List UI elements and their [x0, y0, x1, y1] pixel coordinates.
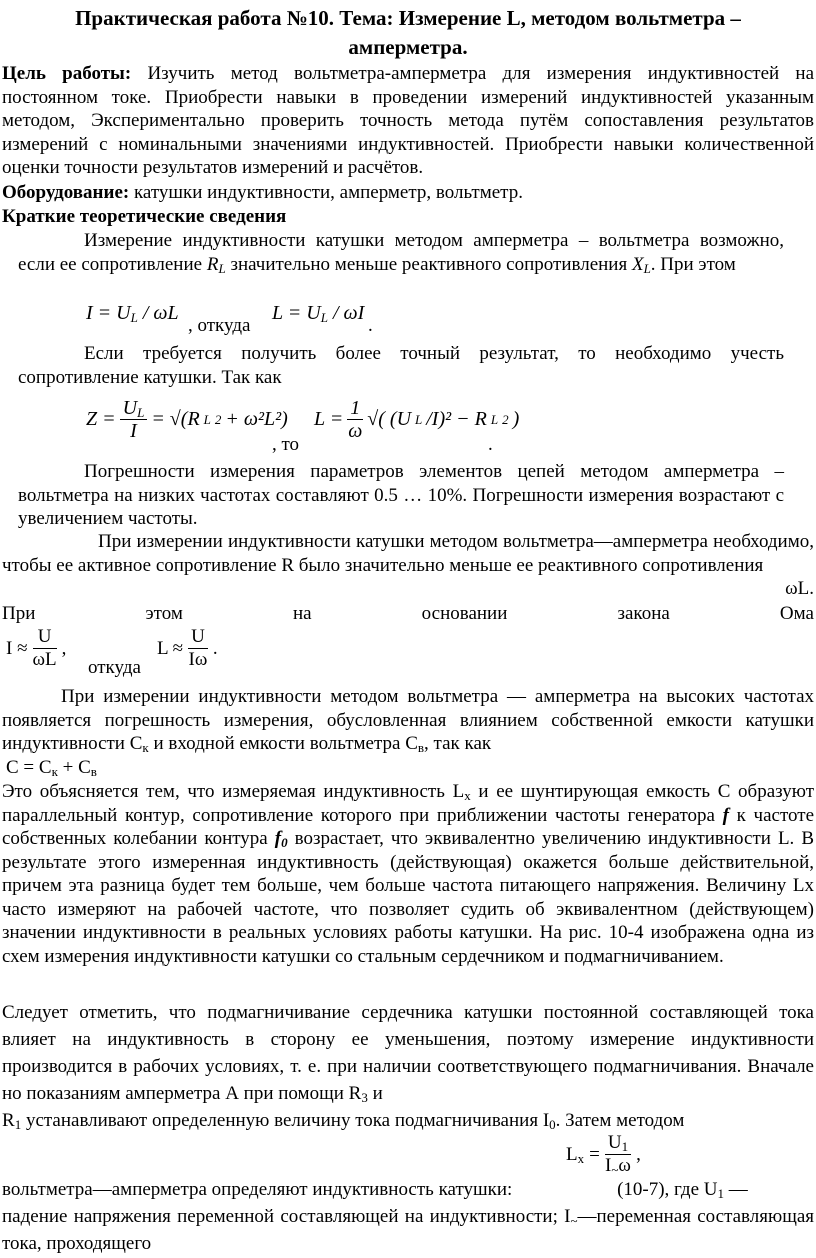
formula-current: $I = U_L / \omega L$: [86, 302, 179, 325]
tilde-sub: ~: [570, 1213, 578, 1228]
p6-text-2: —: [728, 1179, 748, 1200]
p6-text-1: вольтметра—амперметра определяют индуктивность катушки:: [2, 1179, 513, 1200]
r1-symbol: R: [2, 1110, 15, 1131]
r3-sub: 3: [361, 1090, 368, 1105]
paragraph-5b: [0, 1107, 816, 1134]
paragraph-3-mid: и входной емкости вольтметра: [153, 733, 401, 754]
paragraph-5: [0, 999, 816, 1107]
paragraph-7: [0, 1203, 816, 1257]
formula2-end-dot: .: [488, 434, 493, 455]
p4-text-4: возрастает, что эквивалентно увеличению индуктивности L. В результате этого измеренная индуктивность (действующая) окажется больше действительной, причем эта разница будет тем больше, чем больше частота питающего напряжения. Величину Lx часто измеряют на рабочей частоте, что позволяет судить об эквивалентном (действующем) значении индуктивности в реальных условиях работы катушки. На рис. 10-4 изображена одна из схем измерения индуктивности катушки со стальным сердечником и подмагничиванием.: [2, 828, 815, 967]
paragraph-6: [0, 1176, 816, 1203]
word-1: При: [2, 603, 36, 624]
formula-ohm-inductance: L ≈ $\frac{U}{I\omega}$ .: [157, 626, 218, 670]
formula-end-dot: .: [368, 315, 373, 336]
paragraph-4: [0, 780, 816, 968]
ohm-law-line: [0, 602, 816, 626]
paragraph-3-tail: , так как: [424, 733, 492, 754]
p7-text-1: падение напряжения переменной составляющей на индуктивности; I: [2, 1206, 571, 1227]
cv-symbol: $С_в$: [405, 733, 425, 755]
rl-symbol: $R_L$: [206, 253, 226, 276]
formula-otkuda: , откуда: [188, 315, 251, 336]
lx-symbol: $L_x$: [452, 781, 471, 803]
p5-text-2: и: [372, 1083, 383, 1104]
equipment-label: Оборудование:: [2, 182, 130, 203]
word-5: закона: [617, 603, 670, 624]
goal-label: Цель работы:: [2, 63, 132, 84]
word-3: на: [292, 603, 312, 624]
theory-text-c: . При этом: [650, 253, 736, 275]
word-4: основании: [421, 603, 508, 624]
equipment-text: катушки индуктивности, амперметр, вольтметр.: [133, 182, 523, 203]
formula-ohm-current: I ≈ $\frac{U}{\omega L}$ ,: [6, 626, 67, 670]
theory-text-a: Измерение индуктивности катушки методом амперметра – вольтметра возможно, если ее сопротивление: [18, 230, 784, 275]
paragraph-3-text: При измерении индуктивности методом вольтметра — амперметра на высоких частотах появляется погрешность измерения, обусловленная влиянием собственной емкости катушки индуктивности: [2, 686, 814, 754]
word-2: этом: [145, 603, 183, 624]
paragraph-2: [0, 530, 816, 601]
formula3-otkuda: откуда: [88, 657, 141, 678]
word-6: Ома: [779, 603, 814, 624]
formula-inductance: $L = U_L / \omega I$: [272, 302, 365, 325]
goal-paragraph: [0, 62, 816, 180]
p4-text-1: Это объясняется тем, что измеряемая индуктивность: [2, 781, 445, 802]
ck-symbol: $С_к$: [129, 733, 149, 755]
u1-sub: 1: [717, 1186, 724, 1201]
formula-capacitance: $C = C_к + C_в$: [6, 757, 97, 779]
paragraph-3: [0, 685, 816, 756]
omega-l: ωL.: [785, 578, 814, 599]
p6-ref: (10-7), где U: [617, 1179, 718, 1200]
theory-text-b: значительно меньше реактивного сопротивления: [230, 253, 628, 275]
theory-paragraph-2: Если требуется получить более точный результат, то необходимо учесть сопротивление катушки. Так как: [18, 343, 784, 388]
formula-lx: $L_x$ = $\frac{U_1}{I_\sim\omega}$ ,: [566, 1132, 641, 1177]
f0-symbol: $f_0$: [274, 828, 288, 850]
theory-paragraph-1: [0, 229, 816, 276]
p7-text-2: —переменная составляющая тока, проходящего: [2, 1206, 814, 1254]
theory-heading: Краткие теоретические сведения: [2, 206, 287, 227]
goal-text: Изучить метод вольтметра-амперметра для измерения индуктивностей на постоянном токе. Приобрести навыки в проведении измерений индуктивностей указанным методом, Экспериментально проверить точность метода путём сопоставления результатов измерений с номинальными значениями индуктивностей. Приобрести навыки количественной оценки точности результатов измерений и расчётов.: [2, 63, 814, 178]
r1-sub: 1: [14, 1117, 22, 1132]
equipment-paragraph: [0, 181, 816, 205]
xl-symbol: $X_L$: [631, 253, 651, 276]
page-title: Практическая работа №10. Тема: Измерение L, методом вольтметра – амперметра.: [75, 6, 741, 59]
p5-text-1: Следует отметить, что подмагничивание сердечника катушки постоянной составляющей тока влияет на индуктивность в сторону ее уменьшения, поэтому измерение индуктивности производится в рабочих условиях, т. е. при наличии соответствующего подмагничивания. Вначале но показаниям амперметра А при помощи R: [2, 1002, 814, 1104]
paragraph-2-text: При измерении индуктивности катушки методом вольтметра—амперметра необходимо, чтобы ее активное сопротивление R было значительно меньше ее реактивного сопротивления: [2, 531, 814, 576]
errors-paragraph: Погрешности измерения параметров элементов цепей методом амперметра – вольтметра на низких частотах составляют 0.5 … 10%. Погрешности измерения возрастают с увеличением частоты.: [18, 461, 784, 529]
p5b-text-1: устанавливают определенную величину тока подмагничивания I: [25, 1110, 550, 1131]
formula-impedance: Z = $\frac{U_L}{I}$ = √(R L 2 + ω²L²): [86, 397, 288, 442]
i0-sub: 0: [549, 1117, 556, 1132]
p5b-text-2: . Затем методом: [555, 1110, 685, 1131]
formula-inductance-exact: L = $\frac{1}{\omega}$ √( (U L /I)² − R L 2 ): [314, 397, 520, 442]
p4-text-2: и ее шунтирующая емкость С образуют параллельный контур, сопротивление которого при приближении частоты генератора: [2, 781, 815, 826]
formula-to: , то: [272, 434, 300, 455]
p4-text-3: к частоте собственных колебании контура: [2, 804, 815, 849]
f-symbol: f: [722, 804, 729, 826]
